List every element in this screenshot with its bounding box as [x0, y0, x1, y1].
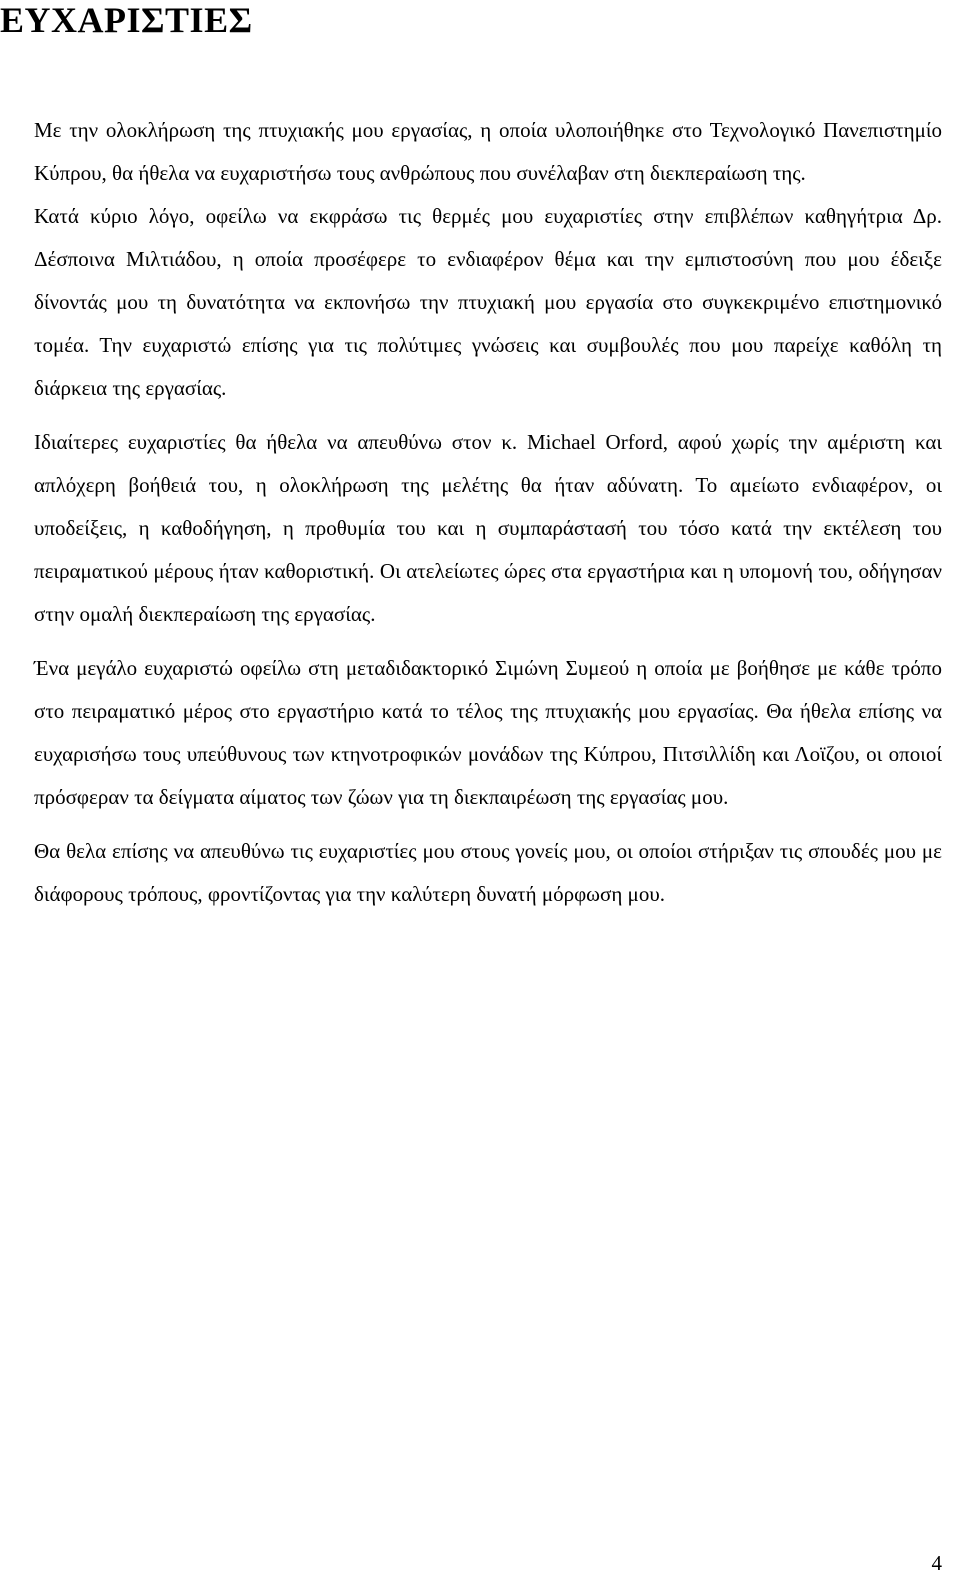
paragraph-intro: Με την ολοκλήρωση της πτυχιακής μου εργασίας, η οποία υλοποιήθηκε στο Τεχνολογικό Πανεπιστημίο Κύπρου, θα ήθελα να ευχαριστήσω τους ανθρώπους που συνέλαβαν στη διεκπεραίωση της. — [34, 118, 942, 185]
page-title: ΕΥΧΑΡΙΣΤΙΕΣ — [0, 0, 253, 40]
paragraph-supervisor: Κατά κύριο λόγο, οφείλω να εκφράσω τις θερμές μου ευχαριστίες στην επιβλέπων καθηγήτρια Δρ. Δέσποινα Μιλτιάδου, η οποία προσέφερε το ενδιαφέρον θέμα και την εμπιστοσύνη που μου έδειξε δίνοντάς μου τη δυνατότητα να εκπονήσω την πτυχιακή μου εργασία στο συγκεκριμένο επιστημονικό τομέα. Την ευχαριστώ επίσης για τις πολύτιμες γνώσεις και συμβουλές που μου παρείχε καθόλη τη διάρκεια της εργασίας. — [34, 204, 942, 400]
paragraph-michael-orford: Ιδιαίτερες ευχαριστίες θα ήθελα να απευθύνω στον κ. Michael Orford, αφού χωρίς την αμέριστη και απλόχερη βοήθειά του, η ολοκλήρωση της μελέτης θα ήταν αδύνατη. Το αμείωτο ενδιαφέρον, οι υποδείξεις, η καθοδήγηση, η προθυμία του και η συμπαράστασή του τόσο κατά την εκτέλεση του πειραματικού μέρους ήταν καθοριστική. Οι ατελείωτες ώρες στα εργαστήρια και η υπομονή του, οδήγησαν στην ομαλή διεκπεραίωση της εργασίας. — [34, 430, 942, 626]
paragraph-parents: Θα θελα επίσης να απευθύνω τις ευχαριστίες μου στους γονείς μου, οι οποίοι στήριξαν τις σπουδές μου με διάφορους τρόπους, φροντίζοντας για την καλύτερη δυνατή μόρφωση μου. — [34, 839, 942, 906]
document-body — [34, 109, 942, 916]
page-number: 4 — [931, 1551, 942, 1575]
paragraph-postdoc: Ένα μεγάλο ευχαριστώ οφείλω στη μεταδιδακτορικό Σιμώνη Συμεού η οποία με βοήθησε με κάθε τρόπο στο πειραματικό μέρος στο εργαστήριο κατά το τέλος της πτυχιακής μου εργασίας. Θα ήθελα επίσης να ευχαρισήσω τους υπεύθυνους των κτηνοτροφικών μονάδων της Κύπρου, Πιτσιλλίδη και Λοϊζου, οι οποιοί πρόσφεραν τα δείγματα αίματος των ζώων για τη διεκπαιρέωση της εργασίας μου. — [34, 656, 942, 809]
